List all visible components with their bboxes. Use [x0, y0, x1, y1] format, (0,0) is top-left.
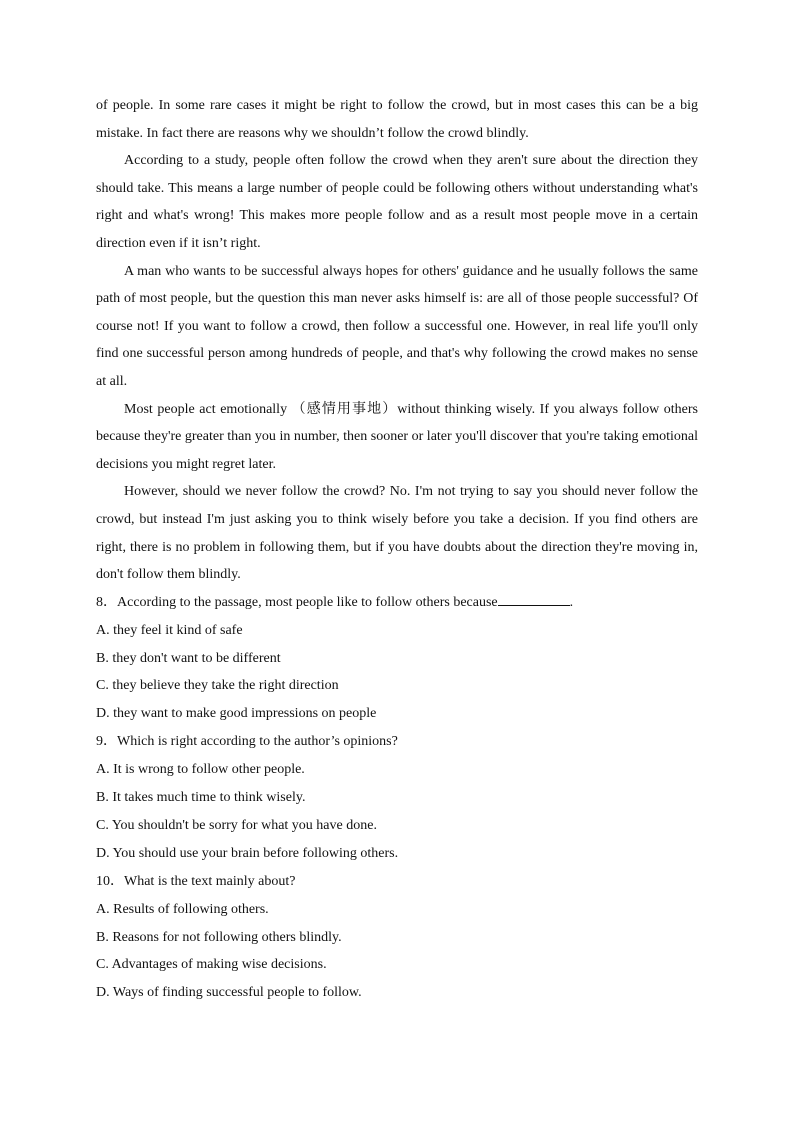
option-a: A. It is wrong to follow other people.: [96, 762, 305, 778]
answer-blank: [498, 604, 570, 606]
passage-paragraph: of people. In some rare cases it might be right to follow the crowd, but in most cases this can be a big mistake. In fact there are reasons why we shouldn’t follow the crowd blindly.: [96, 98, 698, 141]
question-stem: [96, 728, 698, 756]
option-d: D. Ways of finding successful people to follow.: [96, 985, 362, 1001]
question-10: [96, 868, 698, 1008]
option-d: D. they want to make good impressions on people: [96, 706, 377, 722]
option-c: C. they believe they take the right direction: [96, 678, 339, 694]
question-number: 8．: [96, 594, 117, 610]
passage-paragraph: A man who wants to be successful always hopes for others' guidance and he usually follows the same path of most people, but the question this man never asks himself is: are all of those people successful? Of course not! If you want to follow a crowd, then follow a successful one. However, in real life you'll only find one successful person among hundreds of people, and that's why following the crowd makes no sense at all.: [96, 263, 698, 389]
question-stem: [96, 589, 698, 617]
option-b: B. they don't want to be different: [96, 650, 281, 666]
reading-passage: [96, 92, 698, 589]
option-c: C. You shouldn't be sorry for what you have done.: [96, 817, 377, 833]
question-end: .: [569, 594, 574, 610]
question-text: Which is right according to the author’s opinions?: [117, 734, 398, 750]
passage-paragraph: According to a study, people often follow the crowd when they aren't sure about the direction they should take. This means a large number of people could be following others without understanding what's right and what's wrong! This makes more people follow and as a result most people move in a certain direction even if it isn’t right.: [96, 153, 698, 251]
option-b: B. Reasons for not following others blindly.: [96, 929, 342, 945]
question-text: According to the passage, most people like to follow others because: [117, 594, 498, 610]
document-page: [96, 92, 698, 1007]
question-number: 10．: [96, 873, 124, 889]
option-a: A. Results of following others.: [96, 901, 269, 917]
option-a: A. they feel it kind of safe: [96, 622, 243, 638]
option-d: D. You should use your brain before following others.: [96, 845, 399, 861]
question-number: 9．: [96, 734, 117, 750]
question-8: [96, 589, 698, 729]
question-text: What is the text mainly about?: [124, 873, 296, 889]
option-b: B. It takes much time to think wisely.: [96, 790, 306, 806]
question-9: [96, 728, 698, 868]
passage-paragraph: Most people act emotionally （感情用事地）without thinking wisely. If you always follow others because they're greater than you in number, then sooner or later you'll discover that you're taking emotional decisions you might regret later.: [96, 401, 698, 472]
option-c: C. Advantages of making wise decisions.: [96, 957, 327, 973]
passage-paragraph: However, should we never follow the crowd? No. I'm not trying to say you should never follow the crowd, but instead I'm just asking you to think wisely before you take a decision. If you find others are right, there is no problem in following them, but if you have doubts about the direction they're moving in, don't follow them blindly.: [96, 484, 698, 583]
question-stem: [96, 868, 698, 896]
